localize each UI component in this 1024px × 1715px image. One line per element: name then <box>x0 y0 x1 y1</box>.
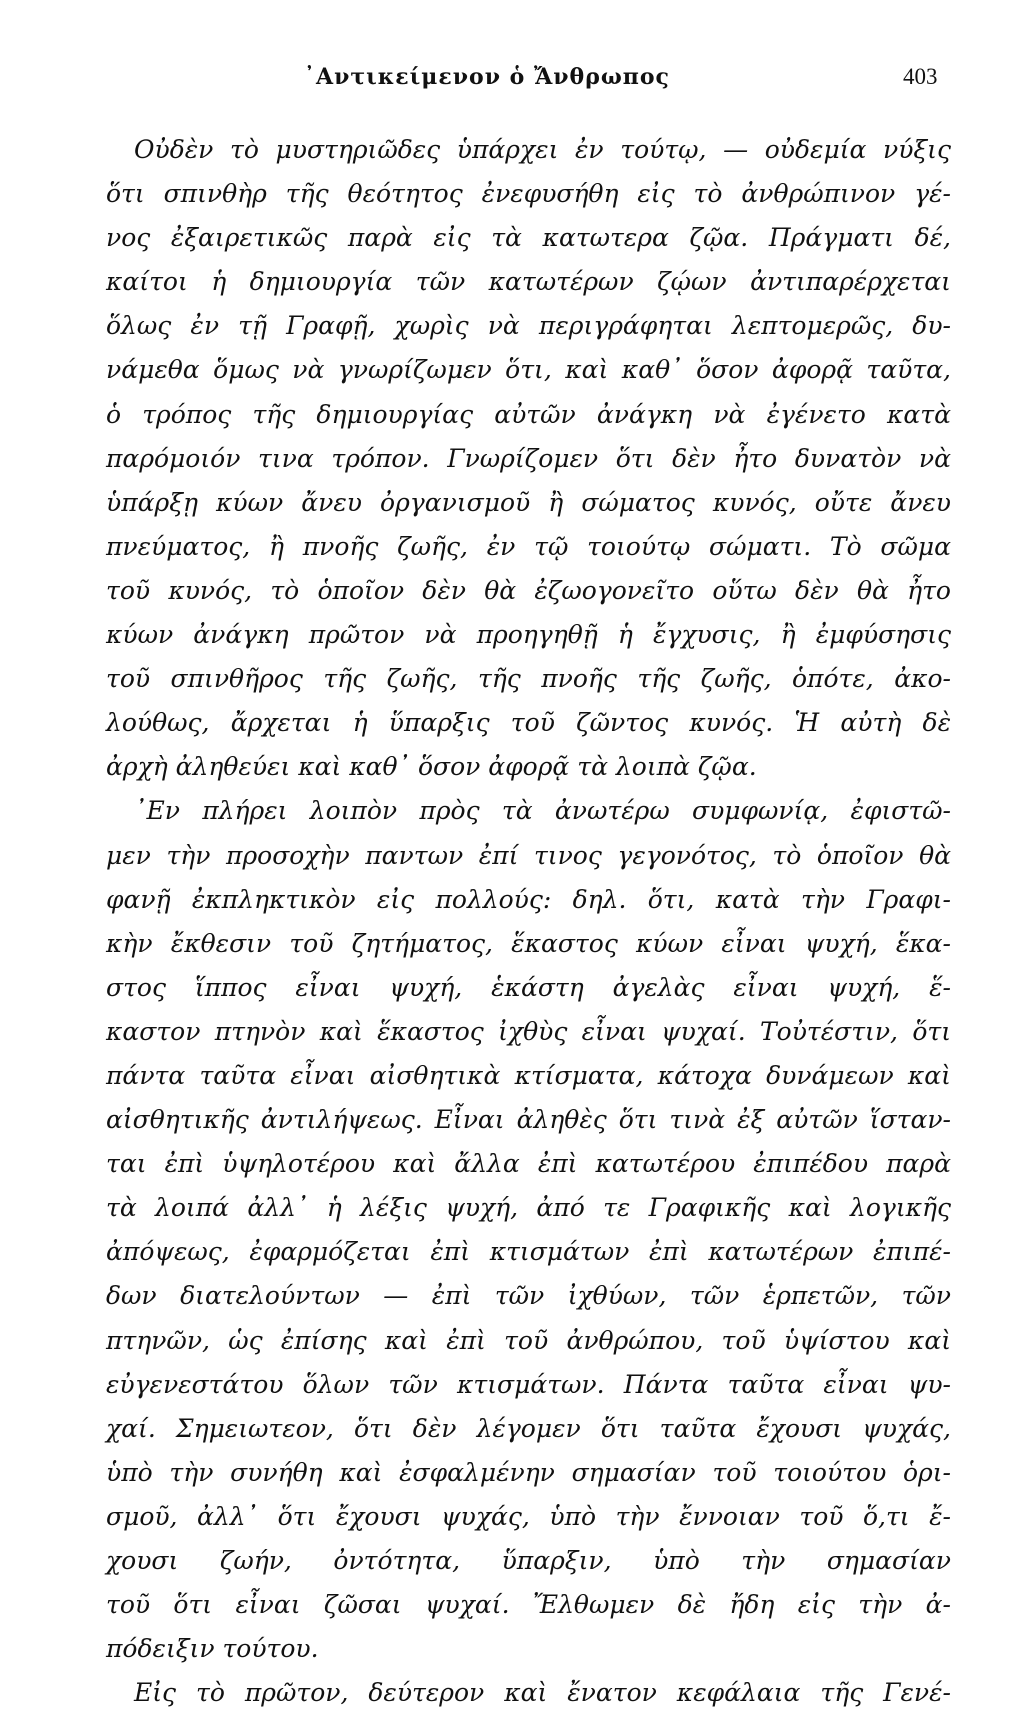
text-line: στος ἵππος εἶναι ψυχή, ἑκάστη ἀγελὰς εἶναι ψυχή, ἕ- <box>106 972 951 1002</box>
text-line: ὁ τρόπος τῆς δημιουργίας αὐτῶν ἀνάγκη νὰ ἐγένετο κατὰ <box>106 399 951 429</box>
page-number: 403 <box>903 64 938 89</box>
text-line: πνεύματος, ἢ πνοῆς ζωῆς, ἐν τῷ τοιούτῳ σώματι. Τὸ σῶμα <box>106 531 951 561</box>
text-line: ἀρχὴ ἀληθεύει καὶ καθ᾿ ὅσον ἀφορᾷ τὰ λοιπὰ ζῷα. <box>106 752 757 782</box>
text-line: παρόμοιόν τινα τρόπον. Γνωρίζομεν ὅτι δὲν ἦτο δυνατὸν νὰ <box>106 443 951 473</box>
text-line: τοῦ κυνός, τὸ ὁποῖον δὲν θὰ ἐζωογονεῖτο οὕτω δὲν θὰ ἦτο <box>106 575 951 605</box>
text-line: πτηνῶν, ὡς ἐπίσης καὶ ἐπὶ τοῦ ἀνθρώπου, τοῦ ὑψίστου καὶ <box>106 1325 951 1355</box>
text-line: τοῦ ὅτι εἶναι ζῶσαι ψυχαί. Ἔλθωμεν δὲ ἤδη εἰς τὴν ἀ- <box>106 1590 951 1620</box>
text-line: ὑπάρξῃ κύων ἄνευ ὀργανισμοῦ ἢ σώματος κυνός, οὔτε ἄνευ <box>106 487 951 517</box>
text-line: λούθως, ἄρχεται ἡ ὕπαρξις τοῦ ζῶντος κυνός. Ἡ αὐτὴ δὲ <box>106 708 951 738</box>
body-text <box>106 128 951 1715</box>
text-line: κύων ἀνάγκη πρῶτον νὰ προηγηθῇ ἡ ἔγχυσις, ἢ ἐμφύσησις <box>106 620 951 650</box>
text-line: πόδειξιν τούτου. <box>106 1634 319 1664</box>
text-line: νος ἐξαιρετικῶς παρὰ εἰς τὰ κατωτερα ζῷα. Πράγματι δέ, <box>106 223 951 253</box>
text-line: ἀπόψεως, ἐφαρμόζεται ἐπὶ κτισμάτων ἐπὶ κατωτέρων ἐπιπέ- <box>106 1237 951 1267</box>
text-line: χαί. Σημειωτεον, ὅτι δὲν λέγομεν ὅτι ταῦτα ἔχουσι ψυχάς, <box>106 1413 951 1443</box>
text-line: τοῦ σπινθῆρος τῆς ζωῆς, τῆς πνοῆς τῆς ζωῆς, ὁπότε, ἀκο- <box>106 664 951 694</box>
text-line: ται ἐπὶ ὑψηλοτέρου καὶ ἄλλα ἐπὶ κατωτέρου ἐπιπέδου παρὰ <box>106 1149 951 1179</box>
text-line: σμοῦ, ἀλλ᾿ ὅτι ἔχουσι ψυχάς, ὑπὸ τὴν ἔννοιαν τοῦ ὅ,τι ἔ- <box>106 1501 951 1531</box>
text-line: πάντα ταῦτα εἶναι αἰσθητικὰ κτίσματα, κάτοχα δυνάμεων καὶ <box>106 1060 951 1090</box>
text-line: φανῇ ἐκπληκτικὸν εἰς πολλούς: δηλ. ὅτι, κατὰ τὴν Γραφι- <box>106 884 951 914</box>
text-line: Εἰς τὸ πρῶτον, δεύτερον καὶ ἔνατον κεφάλαια τῆς Γενέ- <box>134 1678 951 1708</box>
text-line: κὴν ἔκθεσιν τοῦ ζητήματος, ἕκαστος κύων εἶναι ψυχή, ἕκα- <box>106 928 951 958</box>
text-line: αἰσθητικῆς ἀντιλήψεως. Εἶναι ἀληθὲς ὅτι τινὰ ἐξ αὐτῶν ἵσταν- <box>106 1105 951 1135</box>
text-line: μεν τὴν προσοχὴν παντων ἐπί τινος γεγονότος, τὸ ὁποῖον θὰ <box>106 840 951 870</box>
text-line: ᾿Εν πλήρει λοιπὸν πρὸς τὰ ἀνωτέρω συμφωνίᾳ, ἐφιστῶ- <box>134 796 951 826</box>
text-line: ὑπὸ τὴν συνήθη καὶ ἐσφαλμένην σημασίαν τοῦ τοιούτου ὁρι- <box>106 1457 951 1487</box>
text-line: καστον πτηνὸν καὶ ἕκαστος ἰχθὺς εἶναι ψυχαί. Τοὐτέστιν, ὅτι <box>106 1016 951 1046</box>
text-line: καίτοι ἡ δημιουργία τῶν κατωτέρων ζῴων ἀντιπαρέρχεται <box>106 267 951 297</box>
text-line: ὅλως ἐν τῇ Γραφῇ, χωρὶς νὰ περιγράφηται λεπτομερῶς, δυ- <box>106 311 951 341</box>
text-line: νάμεθα ὅμως νὰ γνωρίζωμεν ὅτι, καὶ καθ᾿ ὅσον ἀφορᾷ ταῦτα, <box>106 355 951 385</box>
text-line: δων διατελούντων — ἐπὶ τῶν ἰχθύων, τῶν ἑρπετῶν, τῶν <box>106 1281 951 1311</box>
running-head <box>0 64 1024 96</box>
text-line: τὰ λοιπά ἀλλ᾿ ἡ λέξις ψυχή, ἀπό τε Γραφικῆς καὶ λογικῆς <box>106 1193 951 1223</box>
running-title: ᾿Αντικείμενον ὁ Ἄνθρωπος <box>304 64 670 90</box>
text-line: εὐγενεστάτου ὅλων τῶν κτισμάτων. Πάντα ταῦτα εἶναι ψυ- <box>106 1369 951 1399</box>
text-line: ὅτι σπινθὴρ τῆς θεότητος ἐνεφυσήθη εἰς τὸ ἀνθρώπινον γέ- <box>106 179 951 209</box>
text-line: Οὐδὲν τὸ μυστηριῶδες ὑπάρχει ἐν τούτῳ, — οὐδεμία νύξις <box>134 135 951 164</box>
text-line: χουσι ζωήν, ὀντότητα, ὕπαρξιν, ὑπὸ τὴν σημασίαν <box>106 1546 951 1575</box>
